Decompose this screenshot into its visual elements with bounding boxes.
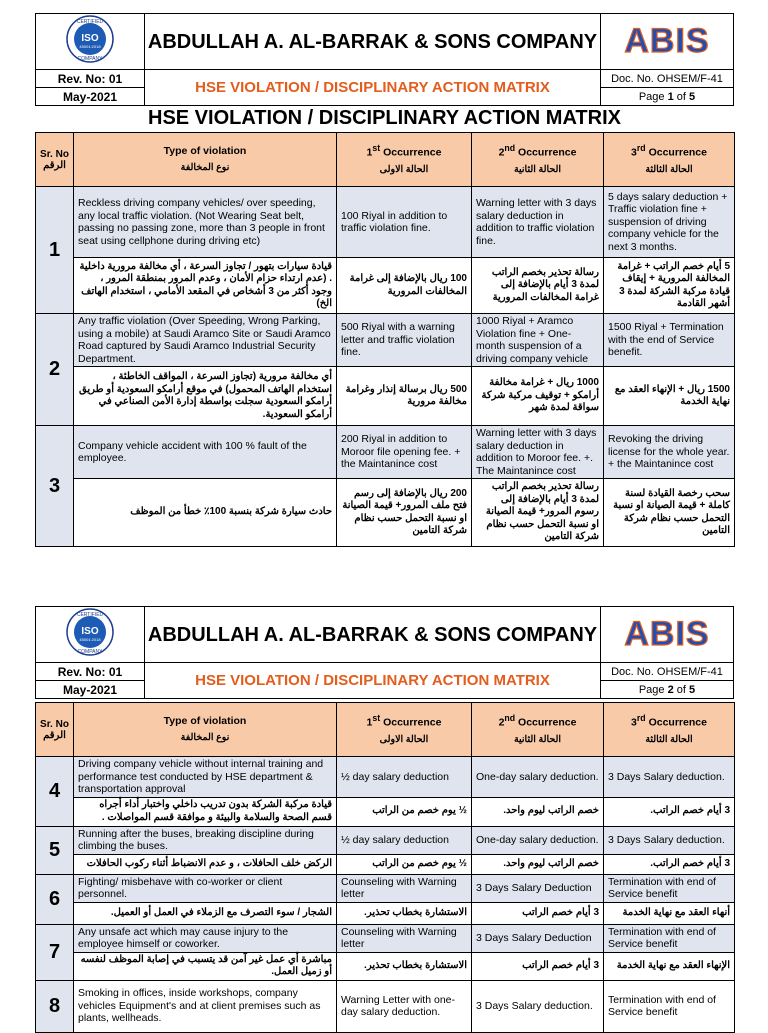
row-number: 1 (36, 187, 74, 314)
occurrence-3-en: Termination with end of Service benefit (604, 874, 735, 902)
occurrence-1-en: 200 Riyal in addition to Moroor file opening fee. + the Maintanince cost (337, 426, 472, 479)
abis-logo (617, 611, 717, 653)
occurrence-2-ar: رسالة تحذير بخصم الراتب لمدة 3 أيام بالإضافة إلى رسوم المرور+ قيمة الصيانة او نسبة التحمل حسب نظام شركة التامين (472, 479, 604, 547)
row-number: 6 (36, 874, 74, 924)
occurrence-2-ar: خصم الراتب ليوم واحد. (472, 797, 604, 826)
document-subtitle: HSE VIOLATION / DISCIPLINARY ACTION MATRIX (145, 663, 601, 699)
table-row-arabic (36, 952, 735, 980)
svg-text:45001:2018: 45001:2018 (79, 637, 101, 642)
violation-type-ar: قيادة مركبة الشركة بدون تدريب داخلي واختبار أداء أجراه قسم الصحة والسلامة والبيئة و موافقة قسم المواصلات . (74, 797, 337, 826)
revision-date: May-2021 (36, 88, 145, 106)
occurrence-3-ar: 3 أيام خصم الراتب. (604, 854, 735, 874)
table-header-row (36, 703, 735, 757)
row-number: 2 (36, 314, 74, 426)
occurrence-3-ar: 5 أيام خصم الراتب + غرامة المخالفة المرورية + إيقاف قيادة مركبة الشركة لمدة 3 أشهر القادمة (604, 258, 735, 314)
svg-text:CERTIFIED: CERTIFIED (76, 19, 104, 25)
occurrence-1-ar: الاستشارة بخطاب تحذير. (337, 952, 472, 980)
svg-text:COMPANY: COMPANY (77, 56, 103, 62)
occurrence-1-header: 1st Occurrence الحالة الاولى (337, 133, 472, 187)
table-row-arabic (36, 797, 735, 826)
page-number: Page 1 of 5 (601, 88, 734, 106)
svg-text:ISO: ISO (81, 626, 99, 637)
document-number: Doc. No. OHSEM/F-41 (601, 663, 734, 681)
occurrence-2-en: One-day salary deduction. (472, 757, 604, 798)
occurrence-3-ar: 3 أيام خصم الراتب. (604, 797, 735, 826)
occurrence-3-en: Revoking the driving license for the whole year. + the Maintanince cost (604, 426, 735, 479)
page-header (35, 606, 734, 699)
page-number: Page 2 of 5 (601, 681, 734, 699)
table-row-arabic (36, 902, 735, 924)
table-row (36, 757, 735, 798)
occurrence-3-header: 3rd Occurrence الحالة الثالثة (604, 703, 735, 757)
svg-text:ABIS: ABIS (624, 22, 710, 60)
company-name: ABDULLAH A. AL-BARRAK & SONS COMPANY (145, 607, 601, 663)
violation-type-ar: حادث سيارة شركة بنسبة 100٪ خطأ من الموظف (74, 479, 337, 547)
violation-type-en: Running after the buses, breaking discipline during climbing the buses. (74, 826, 337, 854)
occurrence-3-en: 3 Days Salary deduction. (604, 757, 735, 798)
occurrence-2-ar: رسالة تحذير بخصم الراتب لمدة 3 أيام بالإضافة إلى غرامة المخالفات المرورية (472, 258, 604, 314)
violation-type-en: Any traffic violation (Over Speeding, Wrong Parking, using a mobile) at Saudi Aramco Site or Saudi Aramco Road captured by Saudi Aramco Industrial Security Department. (74, 314, 337, 367)
violation-type-ar: الشجار / سوء التصرف مع الزملاء في العمل أو العميل. (74, 902, 337, 924)
occurrence-1-en: 100 Riyal in addition to traffic violation fine. (337, 187, 472, 258)
occurrence-2-en: One-day salary deduction. (472, 826, 604, 854)
occurrence-1-ar: ½ يوم خصم من الراتب (337, 854, 472, 874)
abis-logo (617, 18, 717, 60)
occurrence-3-en: 1500 Riyal + Termination with the end of Service benefit. (604, 314, 735, 367)
type-header: Type of violation نوع المخالفة (74, 133, 337, 187)
occurrence-2-en: 3 Days Salary Deduction (472, 924, 604, 952)
row-number: 8 (36, 980, 74, 1032)
violation-type-ar: الركض خلف الحافلات ، و عدم الانضباط أثناء ركوب الحافلات (74, 854, 337, 874)
occurrence-2-en: 3 Days Salary Deduction (472, 874, 604, 902)
table-row (36, 314, 735, 367)
violation-type-ar: قيادة سيارات بتهور / تجاوز السرعة ، أي مخالفة مرورية داخلية . (عدم ارتداء حزام الأمان ، وعدم المرور بمنطقة المرور ، وجود أكثر من 3 أشخاص في المقعد الأمامي ، استخدام الهاتف الخ) (74, 258, 337, 314)
svg-text:COMPANY: COMPANY (77, 649, 103, 655)
occurrence-3-ar: 1500 ريال + الإنهاء العقد مع نهاية الخدمة (604, 367, 735, 426)
occurrence-1-en: Warning Letter with one-day salary deduction. (337, 980, 472, 1032)
occurrence-1-en: Counseling with Warning letter (337, 924, 472, 952)
occurrence-1-en: Counseling with Warning letter (337, 874, 472, 902)
table-row-arabic (36, 479, 735, 547)
iso-certified-logo (60, 14, 120, 64)
violation-type-ar: أي مخالفة مرورية (تجاوز السرعة ، المواقف الخاطئة ، استخدام الهاتف المحمول) في موقع أرامكو السعودية أو طريق أرامكو السعودية سجلت بواسطة إدارة الأمن الصناعي في أرامكو السعودية. (74, 367, 337, 426)
revision-number: Rev. No: 01 (36, 663, 145, 681)
occurrence-2-ar: 1000 ريال + غرامة مخالفة أرامكو + توقيف مركبة شركة سواقة لمدة شهر (472, 367, 604, 426)
table-row (36, 980, 735, 1032)
abis-logo-cell (601, 14, 734, 70)
occurrence-2-en: Warning letter with 3 days salary deduction in addition to Moroor fee. +. The Maintanince cost (472, 426, 604, 479)
occurrence-3-en: 3 Days Salary deduction. (604, 826, 735, 854)
occurrence-1-ar: 500 ريال برسالة إنذار وغرامة مخالفة مرورية (337, 367, 472, 426)
occurrence-3-en: 5 days salary deduction + Traffic violation fine + suspension of driving company vehicle for the next 3 months. (604, 187, 735, 258)
violation-type-ar: مباشرة أي عمل غير آمن قد يتسبب في إصابة الموظف لنفسه أو زميل العمل. (74, 952, 337, 980)
table-row (36, 187, 735, 258)
iso-logo-cell (36, 14, 145, 70)
occurrence-3-ar: سحب رخصة القيادة لسنة كاملة + قيمة الصيانة او نسبة التحمل حسب نظام شركة التامين (604, 479, 735, 547)
occurrence-1-en: ½ day salary deduction (337, 757, 472, 798)
document-subtitle: HSE VIOLATION / DISCIPLINARY ACTION MATRIX (145, 70, 601, 106)
occurrence-1-header: 1st Occurrence الحالة الاولى (337, 703, 472, 757)
table-row (36, 874, 735, 902)
occurrence-1-ar: 200 ريال بالإضافة إلى رسم فتح ملف المرور+ قيمة الصيانة او نسبة التحمل حسب نظام شركة التامين (337, 479, 472, 547)
svg-text:ABIS: ABIS (624, 615, 710, 653)
table-row (36, 826, 735, 854)
iso-logo-cell (36, 607, 145, 663)
occurrence-2-header: 2nd Occurrence الحالة الثانية (472, 703, 604, 757)
document-number: Doc. No. OHSEM/F-41 (601, 70, 734, 88)
row-number: 7 (36, 924, 74, 980)
table-row (36, 924, 735, 952)
occurrence-1-en: 500 Riyal with a warning letter and traffic violation fine. (337, 314, 472, 367)
main-title: HSE VIOLATION / DISCIPLINARY ACTION MATRIX (148, 107, 621, 129)
occurrence-1-ar: 100 ريال بالإضافة إلى غرامة المخالفات المرورية (337, 258, 472, 314)
svg-text:45001:2018: 45001:2018 (79, 44, 101, 49)
row-number: 4 (36, 757, 74, 827)
svg-text:ISO: ISO (81, 33, 99, 44)
sr-no-header: Sr. No الرقم (36, 133, 74, 187)
page-header (35, 13, 734, 106)
occurrence-3-en: Termination with end of Service benefit (604, 980, 735, 1032)
row-number: 5 (36, 826, 74, 874)
violation-type-en: Company vehicle accident with 100 % fault of the employee. (74, 426, 337, 479)
type-header: Type of violation نوع المخالفة (74, 703, 337, 757)
violation-type-en: Smoking in offices, inside workshops, company vehicles Equipment's and at client premises such as plants, wellheads. (74, 980, 337, 1032)
abis-logo-cell (601, 607, 734, 663)
revision-date: May-2021 (36, 681, 145, 699)
violation-matrix-table (35, 702, 735, 1033)
occurrence-2-header: 2nd Occurrence الحالة الثانية (472, 133, 604, 187)
table-row-arabic (36, 854, 735, 874)
occurrence-3-ar: الإنهاء العقد مع نهاية الخدمة (604, 952, 735, 980)
company-name: ABDULLAH A. AL-BARRAK & SONS COMPANY (145, 14, 601, 70)
violation-type-en: Driving company vehicle without internal training and performance test conducted by HSE department & transportation approval (74, 757, 337, 798)
occurrence-3-en: Termination with end of Service benefit (604, 924, 735, 952)
occurrence-2-en: Warning letter with 3 days salary deduction in addition to traffic violation fine. (472, 187, 604, 258)
occurrence-2-ar: خصم الراتب ليوم واحد. (472, 854, 604, 874)
table-row-arabic (36, 258, 735, 314)
revision-number: Rev. No: 01 (36, 70, 145, 88)
table-row-arabic (36, 367, 735, 426)
row-number: 3 (36, 426, 74, 547)
document-page-1 (35, 13, 734, 547)
violation-type-en: Reckless driving company vehicles/ over speeding, any local traffic violation. (Not Wearing Seat belt, passing no passing zone, more than 3 people in front seat using cellphone during driving etc) (74, 187, 337, 258)
occurrence-1-en: ½ day salary deduction (337, 826, 472, 854)
violation-type-en: Any unsafe act which may cause injury to the employee himself or coworker. (74, 924, 337, 952)
sr-no-header: Sr. No الرقم (36, 703, 74, 757)
document-page-2 (35, 606, 734, 1033)
violation-matrix-table (35, 132, 735, 547)
occurrence-1-ar: الاستشارة بخطاب تحذير. (337, 902, 472, 924)
table-header-row (36, 133, 735, 187)
svg-text:CERTIFIED: CERTIFIED (76, 612, 104, 618)
occurrence-1-ar: ½ يوم خصم من الراتب (337, 797, 472, 826)
iso-certified-logo (60, 607, 120, 657)
occurrence-3-header: 3rd Occurrence الحالة الثالثة (604, 133, 735, 187)
occurrence-2-ar: 3 أيام خصم الراتب (472, 902, 604, 924)
occurrence-2-en: 1000 Riyal + Aramco Violation fine + One-month suspension of a driving company vehicle (472, 314, 604, 367)
occurrence-2-en: 3 Days Salary deduction. (472, 980, 604, 1032)
occurrence-2-ar: 3 أيام خصم الراتب (472, 952, 604, 980)
violation-type-en: Fighting/ misbehave with co-worker or client personnel. (74, 874, 337, 902)
table-row (36, 426, 735, 479)
occurrence-3-ar: أنهاء العقد مع نهاية الخدمة (604, 902, 735, 924)
